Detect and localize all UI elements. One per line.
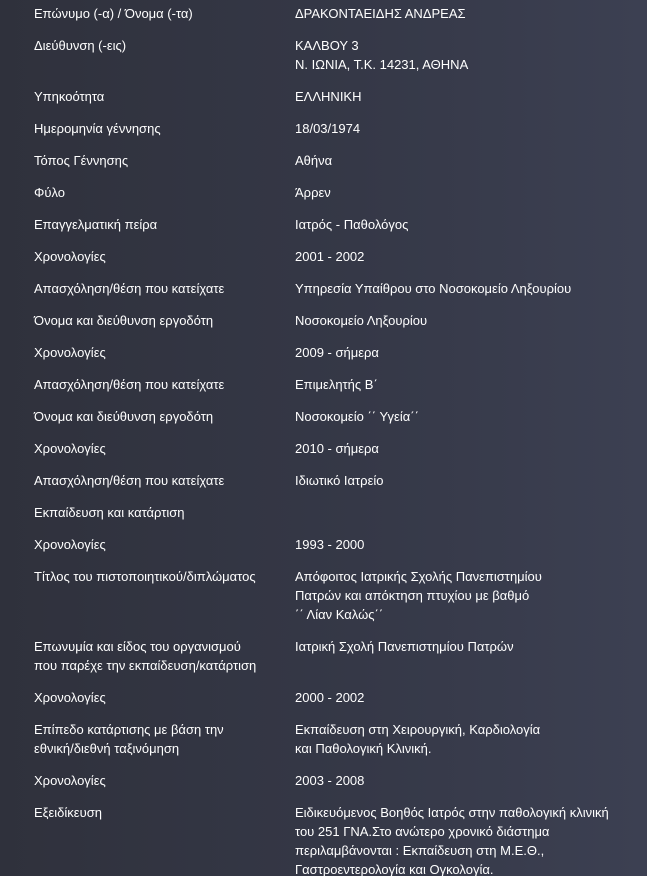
cv-row	[0, 279, 647, 298]
cv-row	[0, 151, 647, 170]
cv-row	[0, 637, 647, 675]
cv-value-line: Υπηρεσία Υπαίθρου στο Νοσοκομείο Ληξουρίου	[295, 281, 572, 296]
cv-value-line: Πατρών και απόκτηση πτυχίου με βαθμό	[295, 588, 530, 603]
cv-value-line: περιλαμβάνονται : Εκπαίδευση στη Μ.Ε.Θ.,	[295, 843, 545, 858]
cv-label-line: Εκπαίδευση και κατάρτιση	[34, 505, 185, 520]
cv-value-line: ΄΄ Λίαν Καλώς΄΄	[295, 607, 384, 622]
cv-row	[0, 119, 647, 138]
cv-row	[0, 567, 647, 624]
cv-value-line: Αθήνα	[295, 153, 333, 168]
cv-value	[262, 151, 647, 170]
cv-value	[262, 247, 647, 266]
cv-label-line: Διεύθυνση (-εις)	[34, 38, 127, 53]
cv-row	[0, 4, 647, 23]
cv-label-line: Χρονολογίες	[34, 441, 106, 456]
cv-value	[262, 503, 647, 522]
cv-label-line: Απασχόληση/θέση που κατείχατε	[34, 281, 225, 296]
cv-value-line: 2001 - 2002	[295, 249, 365, 264]
cv-row	[0, 36, 647, 74]
cv-label	[0, 720, 262, 758]
cv-value-line: 1993 - 2000	[295, 537, 365, 552]
cv-value	[262, 771, 647, 790]
cv-value-line: ΔΡΑΚΟΝΤΑΕΙΔΗΣ ΑΝΔΡΕΑΣ	[295, 6, 466, 21]
cv-value	[262, 567, 647, 624]
cv-row	[0, 803, 647, 879]
cv-value	[262, 688, 647, 707]
cv-label	[0, 215, 262, 234]
cv-label	[0, 4, 262, 23]
cv-label	[0, 535, 262, 554]
cv-label-line: Επαγγελματική πείρα	[34, 217, 158, 232]
cv-table	[0, 4, 647, 879]
cv-value-line: 2003 - 2008	[295, 773, 365, 788]
cv-value	[262, 119, 647, 138]
cv-value-line: του 251 ΓΝΑ.Στο ανώτερο χρονικό διάστημα	[295, 824, 550, 839]
cv-label	[0, 36, 262, 74]
cv-label	[0, 247, 262, 266]
cv-row	[0, 535, 647, 554]
cv-value-line: και Παθολογική Κλινική.	[295, 741, 432, 756]
cv-label	[0, 407, 262, 426]
cv-label	[0, 375, 262, 394]
cv-value	[262, 375, 647, 394]
cv-label-line: Χρονολογίες	[34, 690, 106, 705]
cv-label	[0, 771, 262, 790]
cv-row	[0, 343, 647, 362]
cv-value-line: 2010 - σήμερα	[295, 441, 379, 456]
cv-label-line: Χρονολογίες	[34, 537, 106, 552]
cv-value	[262, 343, 647, 362]
cv-value-line: Άρρεν	[295, 185, 331, 200]
cv-value-line: Ιατρός - Παθολόγος	[295, 217, 409, 232]
cv-label-line: Φύλο	[34, 185, 66, 200]
cv-value	[262, 720, 647, 758]
cv-value-line: Εκπαίδευση στη Χειρουργική, Καρδιολογία	[295, 722, 541, 737]
cv-row	[0, 311, 647, 330]
cv-row	[0, 503, 647, 522]
cv-label-line: Χρονολογίες	[34, 345, 106, 360]
cv-row	[0, 771, 647, 790]
cv-value-line: ΕΛΛΗΝΙΚΗ	[295, 89, 362, 104]
cv-value-line: Επιμελητής Β΄	[295, 377, 378, 392]
cv-value-line: Ιατρική Σχολή Πανεπιστημίου Πατρών	[295, 639, 514, 654]
cv-row	[0, 247, 647, 266]
cv-value	[262, 279, 647, 298]
cv-row	[0, 720, 647, 758]
cv-value	[262, 471, 647, 490]
cv-row	[0, 439, 647, 458]
cv-label	[0, 151, 262, 170]
cv-value-line: Απόφοιτος Ιατρικής Σχολής Πανεπιστημίου	[295, 569, 542, 584]
cv-value	[262, 803, 647, 879]
cv-label	[0, 183, 262, 202]
cv-value-line: 18/03/1974	[295, 121, 361, 136]
cv-label	[0, 567, 262, 624]
cv-label	[0, 503, 262, 522]
cv-value	[262, 637, 647, 675]
cv-row	[0, 407, 647, 426]
cv-value-line: Νοσοκομείο ΄΄ Υγεία΄΄	[295, 409, 419, 424]
cv-label-line: Τόπος Γέννησης	[34, 153, 129, 168]
cv-label	[0, 343, 262, 362]
cv-value-line: Ειδικευόμενος Βοηθός Ιατρός στην παθολογική κλινική	[295, 805, 609, 820]
cv-value	[262, 36, 647, 74]
cv-label-line: Απασχόληση/θέση που κατείχατε	[34, 377, 225, 392]
cv-label-line: Επίπεδο κατάρτισης με βάση την	[34, 722, 224, 737]
cv-label-line: Υπηκοότητα	[34, 89, 105, 104]
cv-value-line: Ν. ΙΩΝΙΑ, Τ.Κ. 14231, ΑΘΗΝΑ	[295, 57, 469, 72]
cv-value	[262, 4, 647, 23]
cv-label-line: Χρονολογίες	[34, 249, 106, 264]
cv-value-line: 2009 - σήμερα	[295, 345, 379, 360]
cv-value	[262, 407, 647, 426]
cv-value	[262, 183, 647, 202]
cv-label-line: Χρονολογίες	[34, 773, 106, 788]
cv-row	[0, 688, 647, 707]
cv-value-line: Ιδιωτικό Ιατρείο	[295, 473, 384, 488]
cv-label	[0, 688, 262, 707]
cv-label	[0, 311, 262, 330]
cv-label	[0, 439, 262, 458]
cv-value-line: ΚΑΛΒΟΥ 3	[295, 38, 359, 53]
cv-value	[262, 439, 647, 458]
cv-label-line: που παρέχε την εκπαίδευση/κατάρτιση	[34, 658, 257, 673]
cv-label-line: Τίτλος του πιστοποιητικού/διπλώματος	[34, 569, 256, 584]
cv-label-line: Εξειδίκευση	[34, 805, 102, 820]
cv-label-line: Όνομα και διεύθυνση εργοδότη	[34, 313, 214, 328]
cv-value	[262, 215, 647, 234]
cv-row	[0, 471, 647, 490]
cv-row	[0, 183, 647, 202]
cv-value	[262, 87, 647, 106]
cv-label-line: Επωνυμία και είδος του οργανισμού	[34, 639, 241, 654]
cv-label-line: Ημερομηνία γέννησης	[34, 121, 161, 136]
cv-value	[262, 535, 647, 554]
cv-value	[262, 311, 647, 330]
cv-label	[0, 279, 262, 298]
cv-label	[0, 119, 262, 138]
cv-label	[0, 803, 262, 879]
cv-label-line: Όνομα και διεύθυνση εργοδότη	[34, 409, 214, 424]
cv-label-line: εθνική/διεθνή ταξινόμηση	[34, 741, 180, 756]
cv-label-line: Απασχόληση/θέση που κατείχατε	[34, 473, 225, 488]
cv-value-line: Νοσοκομείο Ληξουρίου	[295, 313, 428, 328]
cv-row	[0, 215, 647, 234]
cv-value-line: Γαστροεντερολογία και Ογκολογία.	[295, 862, 494, 877]
cv-label	[0, 87, 262, 106]
cv-label-line: Επώνυμο (-α) / Όνομα (-τα)	[34, 6, 193, 21]
cv-label	[0, 637, 262, 675]
cv-row	[0, 375, 647, 394]
cv-row	[0, 87, 647, 106]
cv-value-line: 2000 - 2002	[295, 690, 365, 705]
cv-label	[0, 471, 262, 490]
